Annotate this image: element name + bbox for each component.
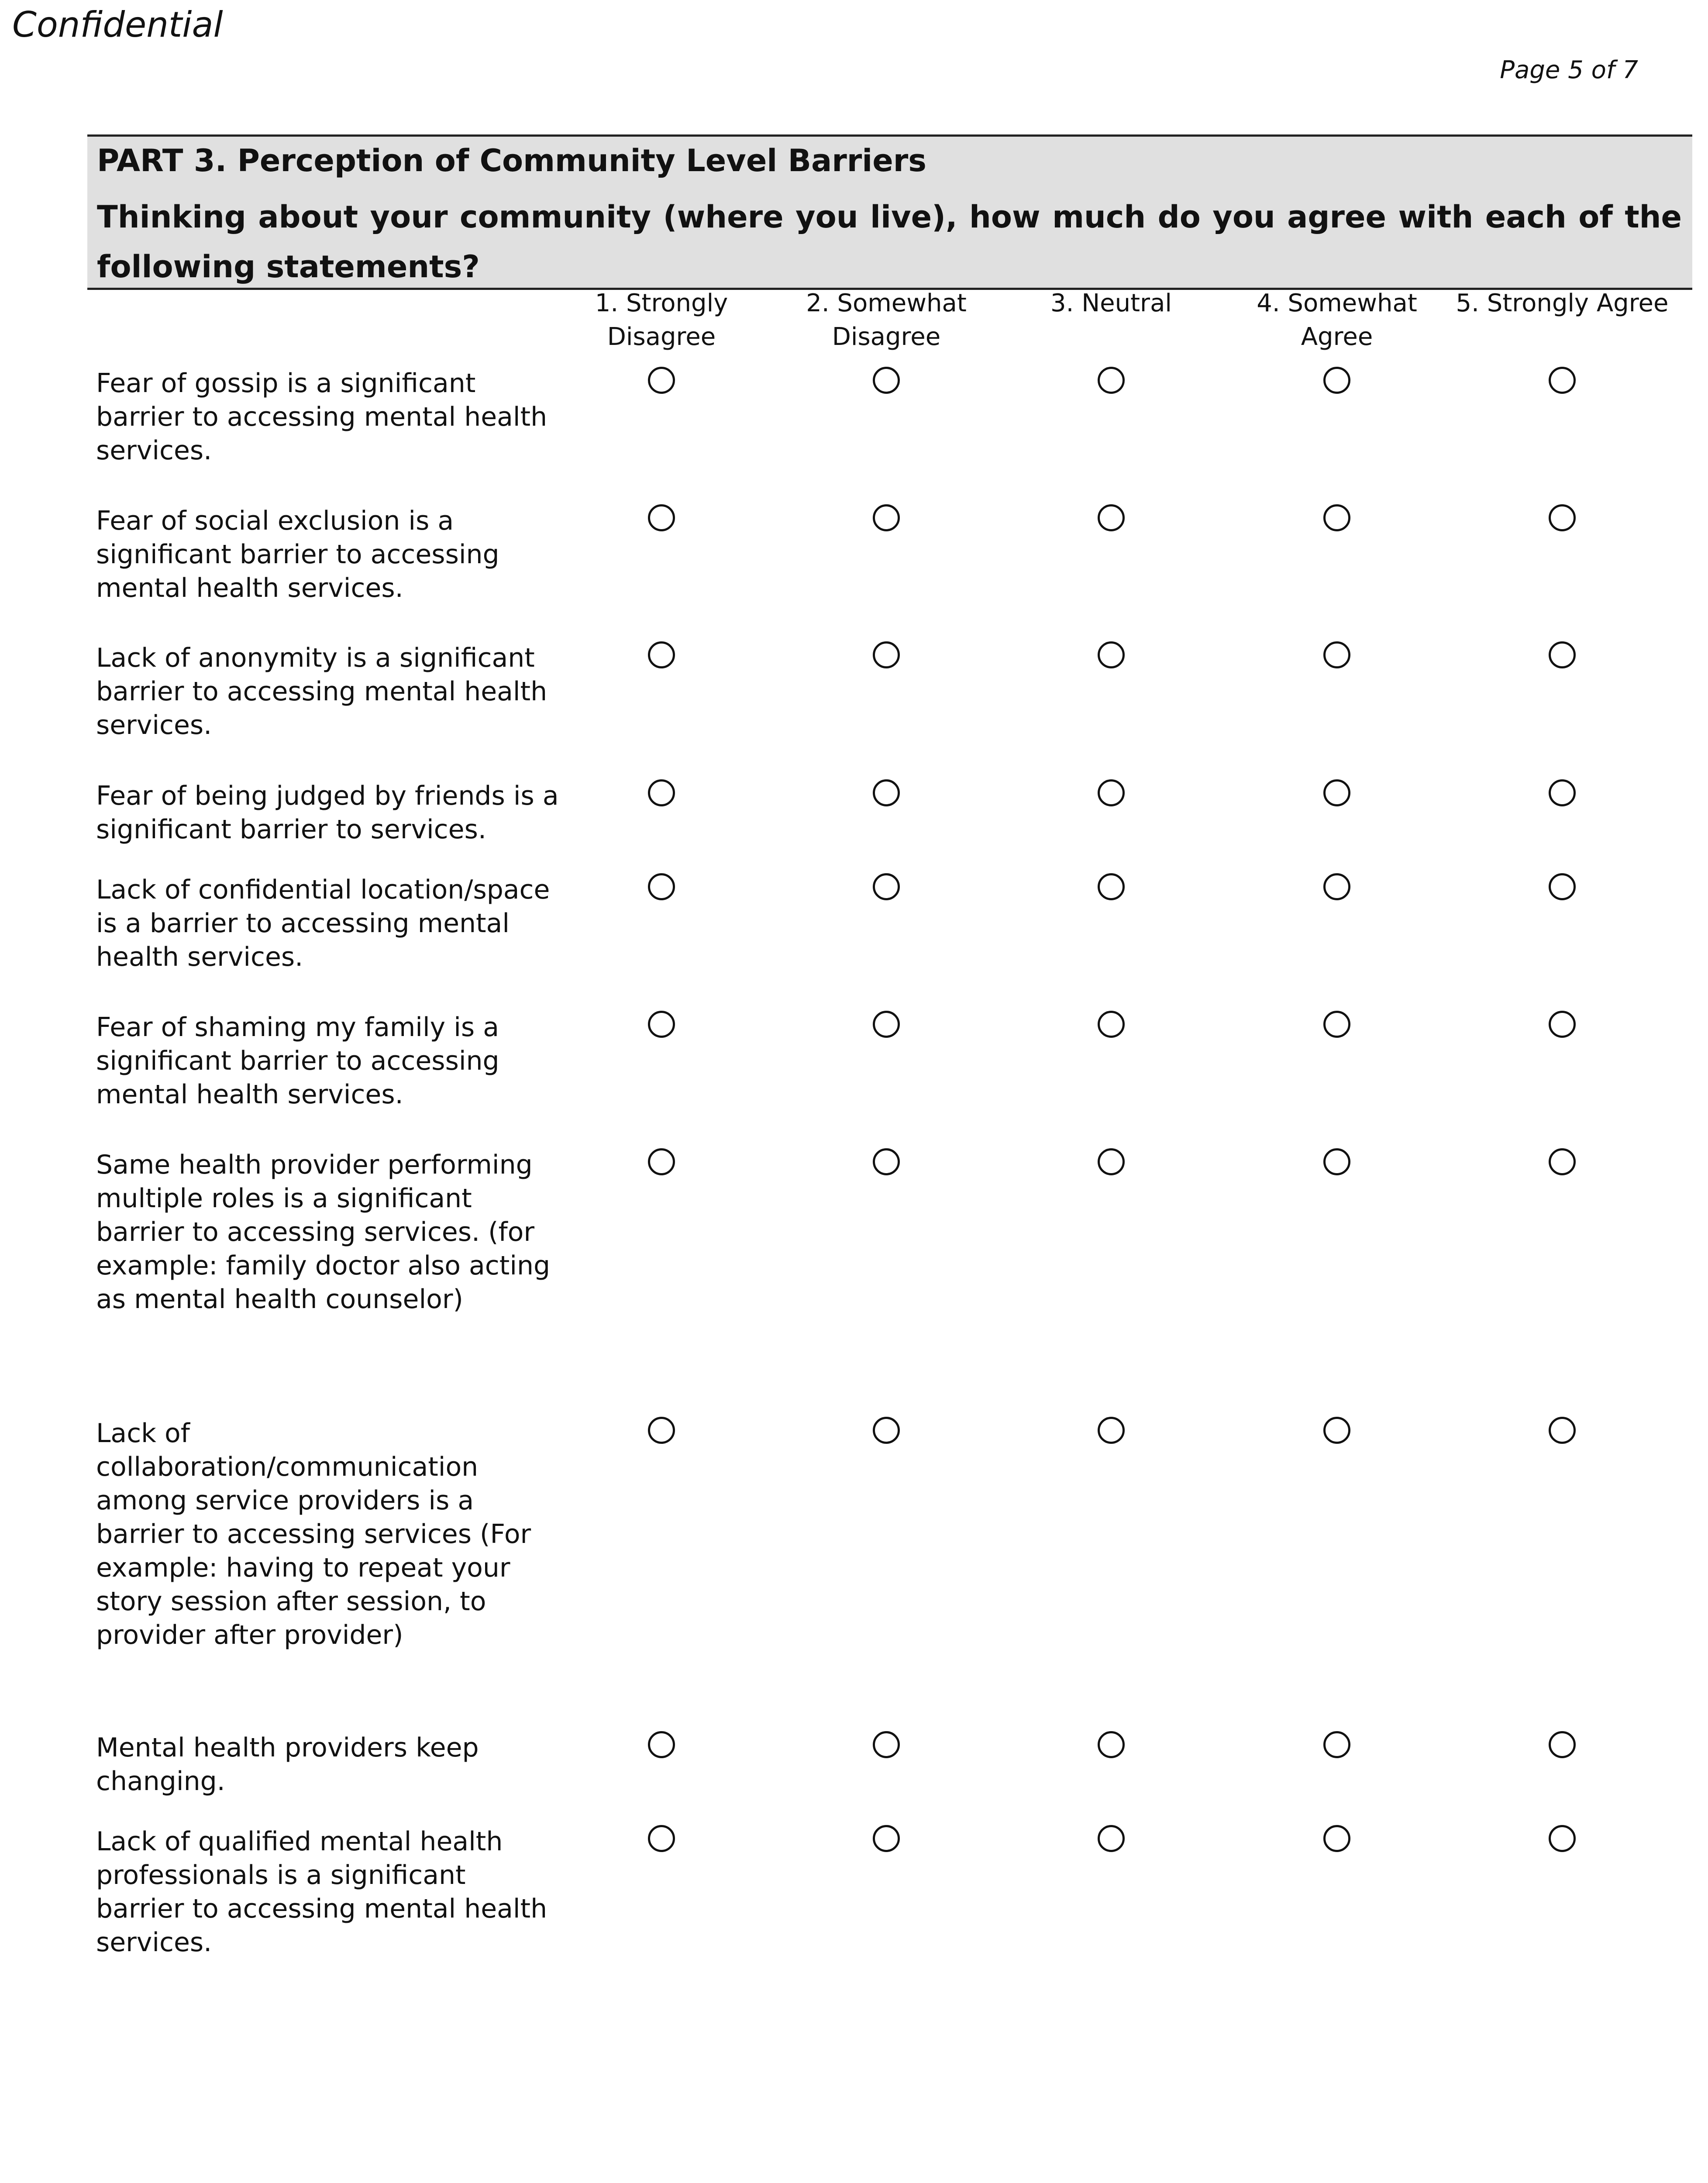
- radio-strongly-agree[interactable]: [1549, 873, 1576, 900]
- radio-somewhat-agree[interactable]: [1323, 641, 1350, 668]
- radio-strongly-disagree[interactable]: [648, 504, 675, 531]
- scale-header-strongly-agree: 5. Strongly Agree: [1456, 289, 1669, 317]
- radio-neutral[interactable]: [1098, 641, 1125, 668]
- radio-somewhat-disagree[interactable]: [873, 873, 900, 900]
- radio-somewhat-disagree[interactable]: [873, 641, 900, 668]
- radio-neutral[interactable]: [1098, 1011, 1125, 1038]
- radio-neutral[interactable]: [1098, 1417, 1125, 1444]
- radio-somewhat-agree[interactable]: [1323, 873, 1350, 900]
- question-text: Mental health providers keep changing.: [96, 1732, 479, 1797]
- section-question: Thinking about your community (where you live), how much do you agree with each of the following statements?: [97, 199, 1682, 285]
- radio-strongly-agree[interactable]: [1549, 641, 1576, 668]
- question-text: Lack of qualified mental health professionals is a significant barrier to accessing mental health services.: [96, 1826, 548, 1958]
- scale-header-somewhat-agree: 4. Somewhat Agree: [1257, 289, 1417, 351]
- radio-strongly-disagree[interactable]: [648, 641, 675, 668]
- radio-strongly-disagree[interactable]: [648, 779, 675, 806]
- scale-header-neutral: 3. Neutral: [1050, 289, 1172, 317]
- radio-somewhat-agree[interactable]: [1323, 1417, 1350, 1444]
- question-text: Fear of shaming my family is a significant barrier to accessing mental health services.: [96, 1012, 499, 1110]
- radio-somewhat-agree[interactable]: [1323, 367, 1350, 394]
- radio-somewhat-disagree[interactable]: [873, 1148, 900, 1175]
- radio-neutral[interactable]: [1098, 779, 1125, 806]
- radio-neutral[interactable]: [1098, 873, 1125, 900]
- radio-somewhat-agree[interactable]: [1323, 1731, 1350, 1758]
- page-number: Page 5 of 7: [1500, 56, 1638, 84]
- radio-strongly-disagree[interactable]: [648, 1148, 675, 1175]
- radio-somewhat-disagree[interactable]: [873, 1731, 900, 1758]
- radio-somewhat-disagree[interactable]: [873, 1825, 900, 1852]
- radio-neutral[interactable]: [1098, 1825, 1125, 1852]
- radio-strongly-agree[interactable]: [1549, 504, 1576, 531]
- question-text: Lack of collaboration/communication among service providers is a barrier to accessing services (For example: having to repeat your story session after session, to provider after provider): [96, 1418, 531, 1650]
- section-header: [87, 134, 1692, 290]
- radio-strongly-agree[interactable]: [1549, 1825, 1576, 1852]
- radio-neutral[interactable]: [1098, 367, 1125, 394]
- section-title: PART 3. Perception of Community Level Barriers: [97, 143, 926, 179]
- radio-strongly-disagree[interactable]: [648, 1011, 675, 1038]
- radio-strongly-disagree[interactable]: [648, 367, 675, 394]
- radio-somewhat-disagree[interactable]: [873, 1417, 900, 1444]
- question-text: Fear of gossip is a significant barrier to accessing mental health services.: [96, 368, 548, 466]
- question-text: Lack of confidential location/space is a barrier to accessing mental health services.: [96, 875, 550, 972]
- scale-header-somewhat-disagree: 2. Somewhat Disagree: [806, 289, 967, 351]
- radio-strongly-agree[interactable]: [1549, 1417, 1576, 1444]
- radio-somewhat-disagree[interactable]: [873, 779, 900, 806]
- radio-strongly-agree[interactable]: [1549, 1148, 1576, 1175]
- scale-header-strongly-disagree: 1. Strongly Disagree: [595, 289, 728, 351]
- radio-strongly-disagree[interactable]: [648, 1825, 675, 1852]
- question-text: Fear of being judged by friends is a significant barrier to services.: [96, 781, 559, 845]
- radio-strongly-disagree[interactable]: [648, 1417, 675, 1444]
- radio-strongly-agree[interactable]: [1549, 779, 1576, 806]
- confidential-label: Confidential: [12, 4, 223, 45]
- radio-strongly-disagree[interactable]: [648, 873, 675, 900]
- radio-strongly-agree[interactable]: [1549, 1011, 1576, 1038]
- radio-somewhat-agree[interactable]: [1323, 779, 1350, 806]
- radio-somewhat-disagree[interactable]: [873, 367, 900, 394]
- radio-strongly-disagree[interactable]: [648, 1731, 675, 1758]
- radio-somewhat-agree[interactable]: [1323, 504, 1350, 531]
- radio-somewhat-disagree[interactable]: [873, 1011, 900, 1038]
- radio-somewhat-agree[interactable]: [1323, 1825, 1350, 1852]
- radio-neutral[interactable]: [1098, 1148, 1125, 1175]
- question-text: Lack of anonymity is a significant barrier to accessing mental health services.: [96, 643, 548, 740]
- radio-neutral[interactable]: [1098, 504, 1125, 531]
- radio-somewhat-agree[interactable]: [1323, 1011, 1350, 1038]
- radio-somewhat-agree[interactable]: [1323, 1148, 1350, 1175]
- radio-strongly-agree[interactable]: [1549, 1731, 1576, 1758]
- question-text: Same health provider performing multiple roles is a significant barrier to accessing services. (for example: family doctor also acting as mental health counselor): [96, 1150, 551, 1315]
- radio-strongly-agree[interactable]: [1549, 367, 1576, 394]
- radio-somewhat-disagree[interactable]: [873, 504, 900, 531]
- question-text: Fear of social exclusion is a significant barrier to accessing mental health services.: [96, 506, 499, 603]
- radio-neutral[interactable]: [1098, 1731, 1125, 1758]
